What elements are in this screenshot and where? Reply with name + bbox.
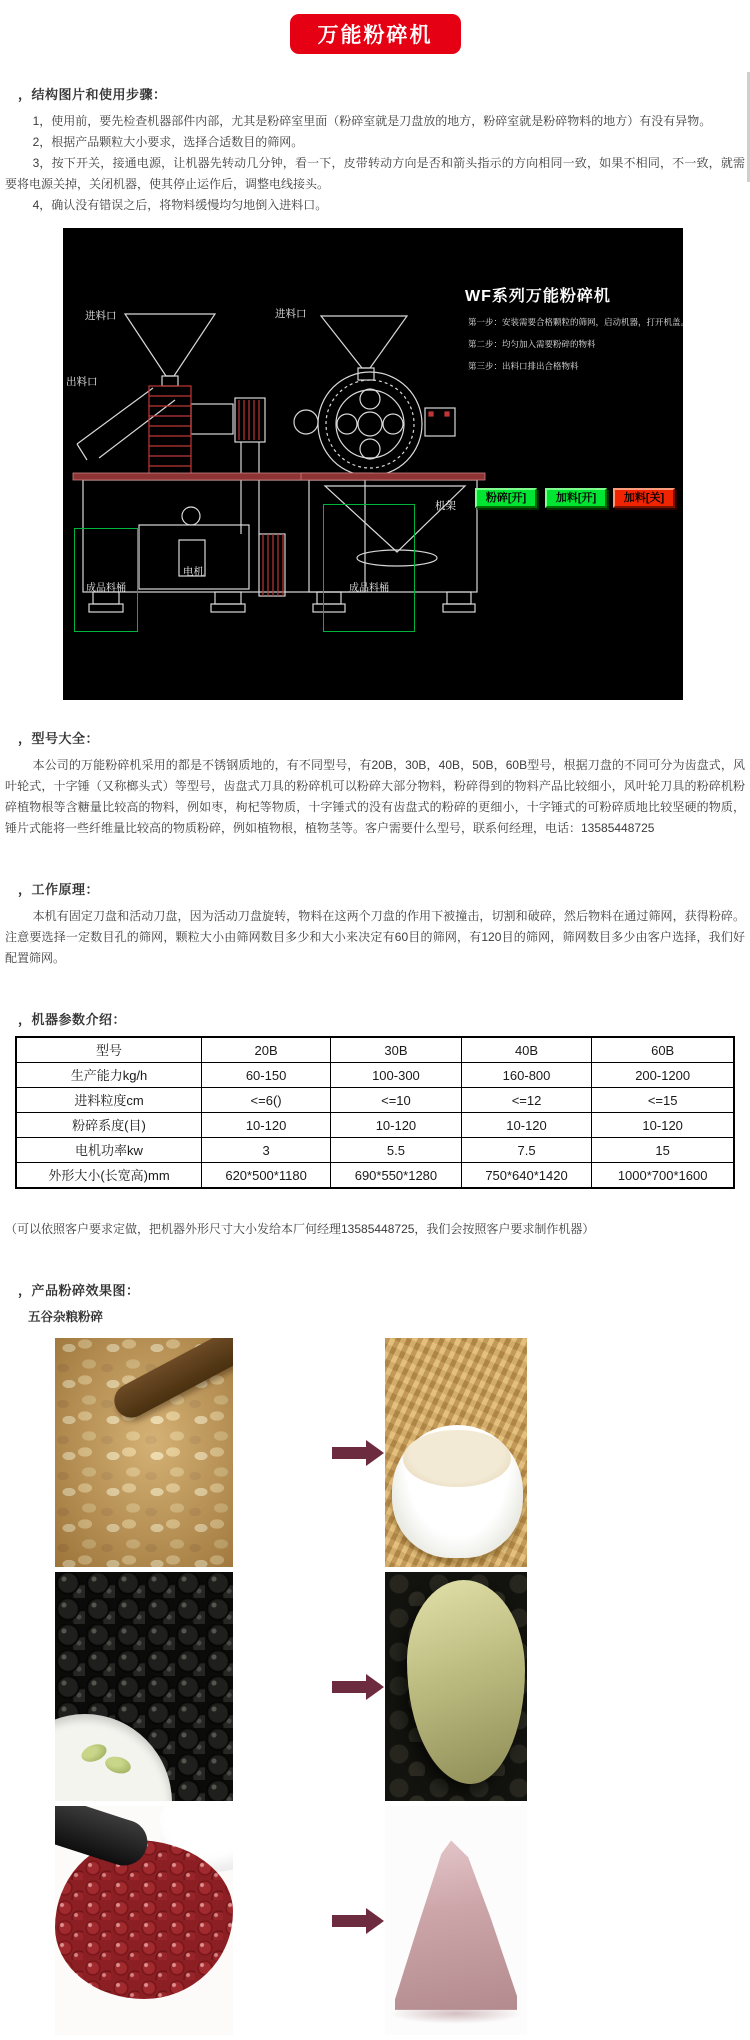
- content: [0, 84, 750, 2035]
- finished-bucket-right-box: [323, 504, 415, 632]
- cell: 100-300: [331, 1063, 462, 1088]
- cell: 750*640*1420: [461, 1163, 592, 1189]
- arrow-right-icon: [332, 1915, 366, 1927]
- section-heading-models: ，型号大全：: [18, 731, 100, 746]
- header: [0, 0, 750, 54]
- cell: 160-800: [461, 1063, 592, 1088]
- diagram-title: WF系列万能粉碎机: [465, 288, 611, 305]
- cell: 10-120: [331, 1113, 462, 1138]
- effect-row-black-beans: [55, 1572, 745, 1801]
- cell: 5.5: [331, 1138, 462, 1163]
- feed-on-button-graphic: 加料[开]: [545, 488, 607, 508]
- section-heading-structure: ，结构图片和使用步骤：: [18, 87, 167, 102]
- cell: 10-120: [461, 1113, 592, 1138]
- label-feed-inlet-left: 进料口: [85, 310, 117, 322]
- principle-paragraph: 本机有固定刀盘和活动刀盘，因为活动刀盘旋转，物料在这两个刀盘的作用下被撞击，切割和破碎，然后物料在通过筛网，获得粉碎。注意要选择一定数目孔的筛网，颗粒大小由筛网数目多少和大小来决定有60目的筛网，有120目的筛网，筛网数目多少由客户选择，我们好配置筛网。: [5, 909, 745, 965]
- structure-step-1: 1，使用前，要先检查机器部件内部，尤其是粉碎室里面（粉碎室就是刀盘放的地方，粉碎室就是粉碎物料的地方）有没有异物。: [32, 114, 712, 128]
- customization-note: （可以依照客户要求定做，把机器外形尺寸大小发给本厂何经理13585448725，我们会按照客户要求制作机器）: [5, 1222, 595, 1236]
- cell: <=6(): [202, 1088, 331, 1113]
- label-finished-bucket-right: 成品料桶: [349, 583, 389, 594]
- powder-mound: [407, 1580, 525, 1784]
- cell: <=15: [592, 1088, 734, 1113]
- col-header: 20B: [202, 1037, 331, 1063]
- section-heading-parameters: ，机器参数介绍：: [18, 1012, 127, 1027]
- arrow-right-icon: [332, 1681, 366, 1693]
- label-frame: 机架: [435, 500, 456, 512]
- arrow-right-icon: [332, 1447, 366, 1459]
- diagram-step-2: 第二步：均匀加入需要粉碎的物料: [468, 339, 596, 349]
- structure-step-3: 3，按下开关，接通电源，让机器先转动几分钟，看一下，皮带转动方向是否和箭头指示的方向相同一致，如果不相同，不一致，就需要将电源关掉，关闭机器，使其停止运作后，调整电线接头。: [5, 156, 745, 191]
- machine-diagram-image: [63, 228, 690, 700]
- cell: 1000*700*1600: [592, 1163, 734, 1189]
- col-header: 30B: [331, 1037, 462, 1063]
- finished-bucket-left-box: [74, 528, 138, 632]
- table-row: [16, 1113, 734, 1138]
- table-header-row: [16, 1037, 734, 1063]
- green-bean: [103, 1754, 132, 1776]
- cell: 60-150: [202, 1063, 331, 1088]
- structure-step-4: 4，确认没有错误之后，将物料缓慢均匀地倒入进料口。: [32, 198, 328, 212]
- label-motor: 电机: [183, 566, 204, 578]
- page-title: 万能粉碎机: [290, 14, 461, 54]
- table-row: [16, 1088, 734, 1113]
- row-label: 进料粒度cm: [16, 1088, 202, 1113]
- cell: 10-120: [592, 1113, 734, 1138]
- table-row: [16, 1063, 734, 1088]
- cell: 10-120: [202, 1113, 331, 1138]
- diagram-step-1: 第一步：安装需要合格颗粒的筛网，启动机器，打开机盖。: [468, 317, 690, 327]
- effect-row-oats: [55, 1338, 745, 1567]
- crush-on-button-graphic: 粉碎[开]: [475, 488, 537, 508]
- row-label: 粉碎系度(目): [16, 1113, 202, 1138]
- row-label: 外形大小(长宽高)mm: [16, 1163, 202, 1189]
- table-row: [16, 1163, 734, 1189]
- section-heading-effects: ，产品粉碎效果图：: [18, 1283, 140, 1298]
- photo-black-bean-powder: [385, 1572, 527, 1801]
- col-header: 型号: [16, 1037, 202, 1063]
- photo-red-beans: [55, 1806, 233, 2035]
- table-row: [16, 1138, 734, 1163]
- cell: 7.5: [461, 1138, 592, 1163]
- cell: 620*500*1180: [202, 1163, 331, 1189]
- cell: 200-1200: [592, 1063, 734, 1088]
- parameters-table: [15, 1036, 735, 1189]
- cell: 3: [202, 1138, 331, 1163]
- cell: <=10: [331, 1088, 462, 1113]
- models-paragraph: 本公司的万能粉碎机采用的都是不锈钢质地的，有不同型号，有20B，30B，40B，50B，60B型号，根据刀盘的不同可分为齿盘式，风叶轮式，十字锤（又称榔头式）等型号，齿盘式刀具的粉碎机可以粉碎大部分物料，粉碎得到的物料产品比较细小，风叶轮刀具的粉碎机粉碎植物根等含糖量比较高的物料，例如枣，枸杞等物质，十字锤式的没有齿盘式的粉碎的更细小，十字锤式的可粉碎质地比较坚硬的物质，锤片式能将一些纤维量比较高的物质粉碎，例如植物根，植物茎等。客户需要什么型号，联系何经理，电话：13585448725: [5, 758, 745, 835]
- col-header: 40B: [461, 1037, 592, 1063]
- cell: 15: [592, 1138, 734, 1163]
- row-label: 电机功率kw: [16, 1138, 202, 1163]
- cell: <=12: [461, 1088, 592, 1113]
- label-discharge-outlet: 出料口: [66, 376, 98, 388]
- photo-oat-flakes: [55, 1338, 233, 1567]
- diagram-step-3: 第三步：出料口排出合格物料: [468, 361, 579, 371]
- photo-red-bean-powder: [385, 1806, 527, 2035]
- label-feed-inlet-right: 进料口: [275, 308, 307, 320]
- effect-row-red-beans: [55, 1806, 745, 2035]
- label-finished-bucket-left: 成品料桶: [86, 583, 126, 594]
- section-heading-principle: ，工作原理：: [18, 882, 100, 897]
- col-header: 60B: [592, 1037, 734, 1063]
- cell: 690*550*1280: [331, 1163, 462, 1189]
- subheading-grain-crushing: 五谷杂粮粉碎: [28, 1310, 104, 1324]
- structure-step-2: 2，根据产品颗粒大小要求，选择合适数目的筛网。: [32, 135, 304, 149]
- photo-black-beans: [55, 1572, 233, 1801]
- row-label: 生产能力kg/h: [16, 1063, 202, 1088]
- red-bean-pile: [55, 1840, 233, 1999]
- feed-off-button-graphic: 加料[关]: [613, 488, 675, 508]
- photo-oat-powder-bowl: [385, 1338, 527, 1567]
